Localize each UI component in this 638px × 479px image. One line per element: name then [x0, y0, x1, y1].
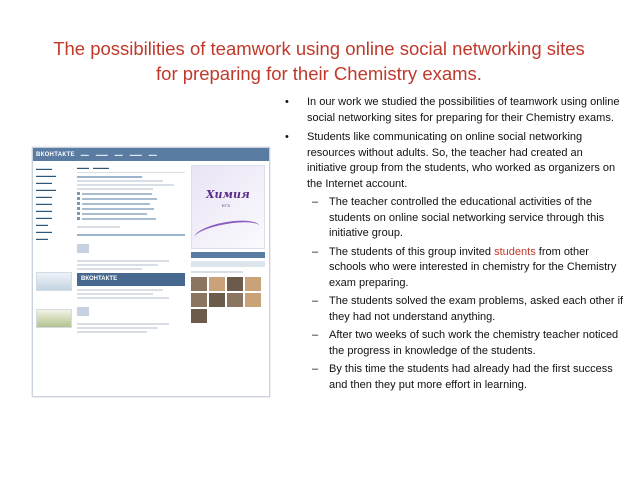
dash-marker: – — [312, 363, 319, 375]
vk-nav: ▬▬ ▬▬▬ ▬▬ ▬▬▬ ▬▬ — [80, 152, 157, 157]
bullet-item — [285, 130, 625, 192]
vk-join-button — [191, 252, 265, 258]
bullet-text: In our work we studied the possibilities of teamwork using online social networking sites for preparing for their Chemistry exams. — [307, 96, 620, 124]
sub-bullet-text: The students solved the exam problems, asked each other if they had not understand anything. — [329, 295, 624, 323]
bullet-marker: • — [285, 131, 289, 143]
sub-bullet-item — [285, 362, 625, 393]
vk-ad-2 — [36, 309, 72, 328]
title-line-1: The possibilities of teamwork using online social networking sites — [53, 38, 585, 59]
dash-marker: – — [312, 245, 319, 258]
vk-profile-column — [191, 165, 265, 323]
sub-bullet-item — [285, 195, 625, 242]
sub-bullet-text: After two weeks of such work the chemistry teacher noticed the progress in knowledge of the students. — [329, 329, 619, 357]
vk-banner: ВКОНТАКТЕ — [77, 273, 185, 286]
vk-sidebar: ▬▬▬▬ ▬▬▬▬▬ ▬▬▬▬ ▬▬▬▬▬ ▬▬▬▬ ▬▬▬▬ ▬▬▬▬ ▬▬▬▬ ▬▬▬ ▬▬▬▬ ▬▬▬ — [36, 166, 56, 241]
sub-bullet-item — [285, 294, 625, 325]
sub-bullet-text: The teacher controlled the educational activities of the students on online social networking service through this initiative group. — [329, 196, 605, 239]
sub-bullet-text-before: The students of this group invited — [329, 245, 495, 258]
highlighted-word: students — [494, 245, 536, 258]
sub-bullet-text: By this time the students had already had the first success and then they put more effort in learning. — [329, 363, 613, 391]
bullet-marker: • — [285, 96, 289, 108]
bullet-text: Students like communicating on online social networking resources without adults. So, the teacher had created an initiative group from the students, who worked as organizers on the Internet account. — [307, 131, 616, 190]
vk-members — [191, 277, 265, 323]
sub-bullet-item — [285, 328, 625, 359]
dash-marker: – — [312, 329, 319, 341]
slide-title — [0, 36, 638, 86]
dash-marker: – — [312, 196, 319, 208]
vk-header-bar — [33, 148, 269, 161]
title-line-2: for preparing for their Chemistry exams. — [156, 63, 482, 84]
dash-marker: – — [312, 295, 319, 307]
sub-bullet-text-after: from other schools who were interested in chemistry for the Chemistry exam preparing. — [329, 245, 617, 289]
bullet-list — [285, 95, 625, 393]
vk-logo: ВКОНТАКТЕ — [36, 151, 75, 158]
chemistry-cover-image: Химия ЕГЭ — [191, 165, 265, 249]
vk-ad-1 — [36, 272, 72, 291]
vk-wall: ▬▬▬ ▬▬▬▬ ВКОНТАКТЕ — [77, 165, 185, 335]
bullet-item — [285, 95, 625, 126]
sub-bullet-item — [285, 245, 625, 292]
social-network-screenshot — [32, 147, 270, 397]
